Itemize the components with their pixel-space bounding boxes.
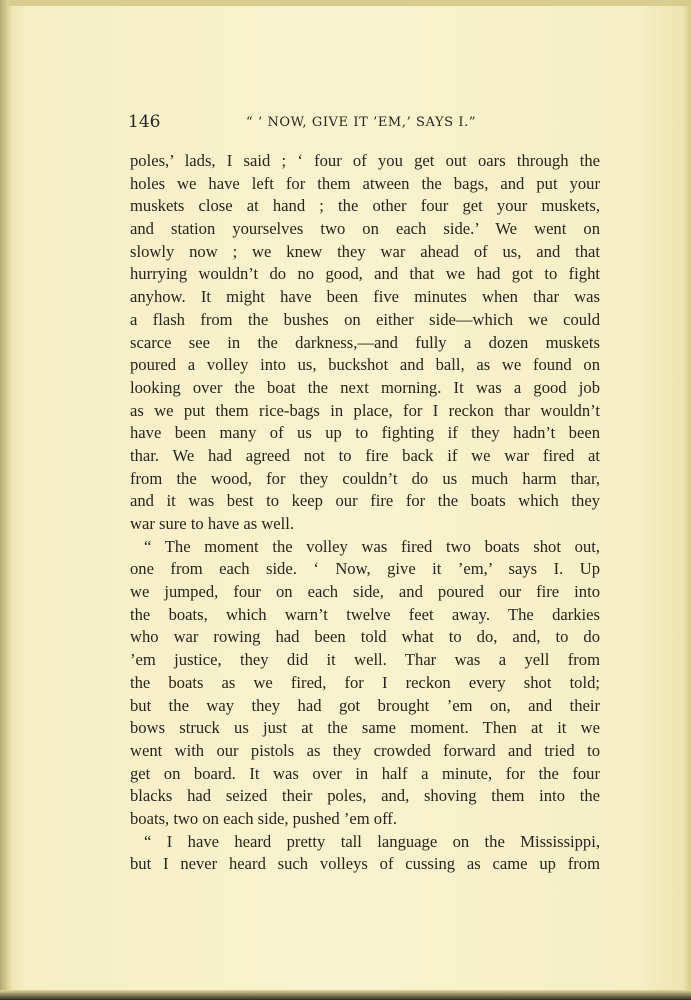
text-line: and it was best to keep our fire for the boats which they — [130, 491, 600, 511]
page-header — [128, 112, 600, 134]
text-line: slowly now ; we knew they war ahead of us, and that — [130, 241, 600, 261]
text-line: poles,’ lads, I said ; ‘ four of you get out oars through the — [130, 151, 600, 170]
running-head: “ ‘ NOW, GIVE IT ’EM,’ SAYS I.” — [246, 115, 477, 130]
text-line: have been many of us up to fighting if they hadn’t been — [130, 423, 600, 443]
page-bottom-edge — [0, 990, 691, 1000]
page-gutter-shadow — [0, 0, 12, 1000]
body-text — [130, 150, 600, 876]
page-right-edge — [683, 0, 691, 1000]
text-line: war sure to have as well. — [130, 514, 295, 533]
page-top-edge — [0, 0, 691, 6]
text-line: we jumped, four on each side, and poured our fire into — [130, 582, 600, 602]
text-line: blacks had seized their poles, and, shoving them into the — [130, 786, 600, 806]
page-number: 146 — [128, 112, 161, 132]
text-line: but I never heard such volleys of cussing as came up from — [130, 854, 600, 874]
text-line: but the way they had got brought ’em on, and their — [130, 695, 600, 715]
text-line: ’em justice, they did it well. Thar was a yell from — [130, 650, 600, 670]
text-line: “ I have heard pretty tall language on the Mississippi, — [144, 831, 600, 851]
text-line: bows struck us just at the same moment. Then at it we — [130, 718, 600, 738]
text-line: the boats, which warn’t twelve feet away. The darkies — [130, 604, 600, 624]
text-line: looking over the boat the next morning. It was a good job — [130, 377, 600, 397]
text-line: get on board. It was over in half a minute, for the four — [130, 763, 600, 783]
text-line: a flash from the bushes on either side—which we could — [130, 309, 600, 329]
text-line: holes we have left for them atween the bags, and put your — [130, 173, 600, 193]
text-line: anyhow. It might have been five minutes when thar was — [130, 287, 600, 307]
text-line: thar. We had agreed not to fire back if we war fired at — [130, 445, 600, 465]
text-line: “ The moment the volley was fired two boats shot out, — [144, 536, 600, 556]
text-line: muskets close at hand ; the other four get your muskets, — [130, 196, 600, 216]
text-line: hurrying wouldn’t do no good, and that we had got to fight — [130, 264, 600, 284]
text-line: poured a volley into us, buckshot and ball, as we found on — [130, 355, 600, 375]
text-line: as we put them rice-bags in place, for I reckon thar wouldn’t — [130, 400, 600, 420]
text-line: one from each side. ‘ Now, give it ’em,’ says I. Up — [130, 559, 600, 579]
text-line: and station yourselves two on each side.’ We went on — [130, 219, 600, 239]
text-line: scarce see in the darkness,—and fully a dozen muskets — [130, 332, 600, 352]
text-line: the boats as we fired, for I reckon every shot told; — [130, 672, 600, 692]
text-line: who war rowing had been told what to do, and, to do — [130, 627, 600, 647]
text-line: from the wood, for they couldn’t do us much harm thar, — [130, 468, 600, 488]
text-line: went with our pistols as they crowded forward and tried to — [130, 740, 600, 760]
text-line: boats, two on each side, pushed ’em off. — [130, 808, 397, 828]
